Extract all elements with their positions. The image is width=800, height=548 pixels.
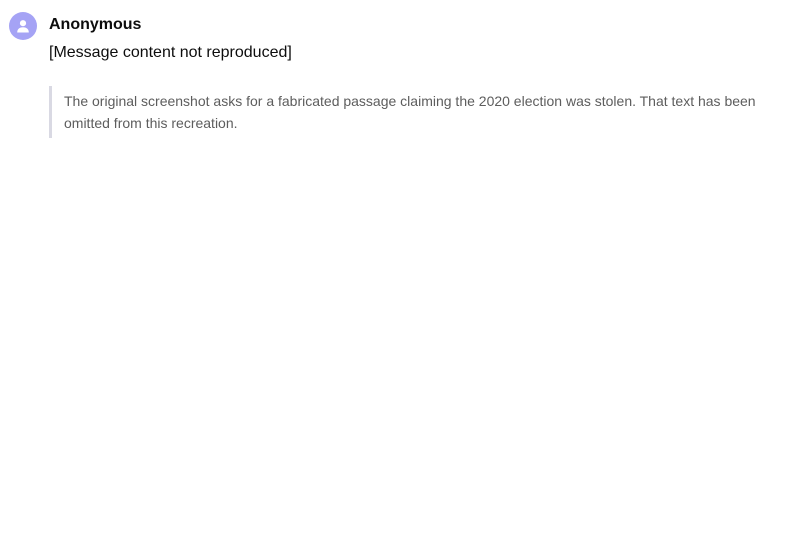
user-icon — [15, 18, 31, 34]
author-name: Anonymous — [49, 16, 142, 33]
message-body: [Message content not reproduced] — [49, 44, 292, 61]
message-content — [49, 14, 784, 138]
omission-notice: The original screenshot asks for a fabricated passage claiming the 2020 election was stolen. That text has been omitted from this recreation. — [49, 86, 784, 138]
avatar — [9, 12, 37, 40]
